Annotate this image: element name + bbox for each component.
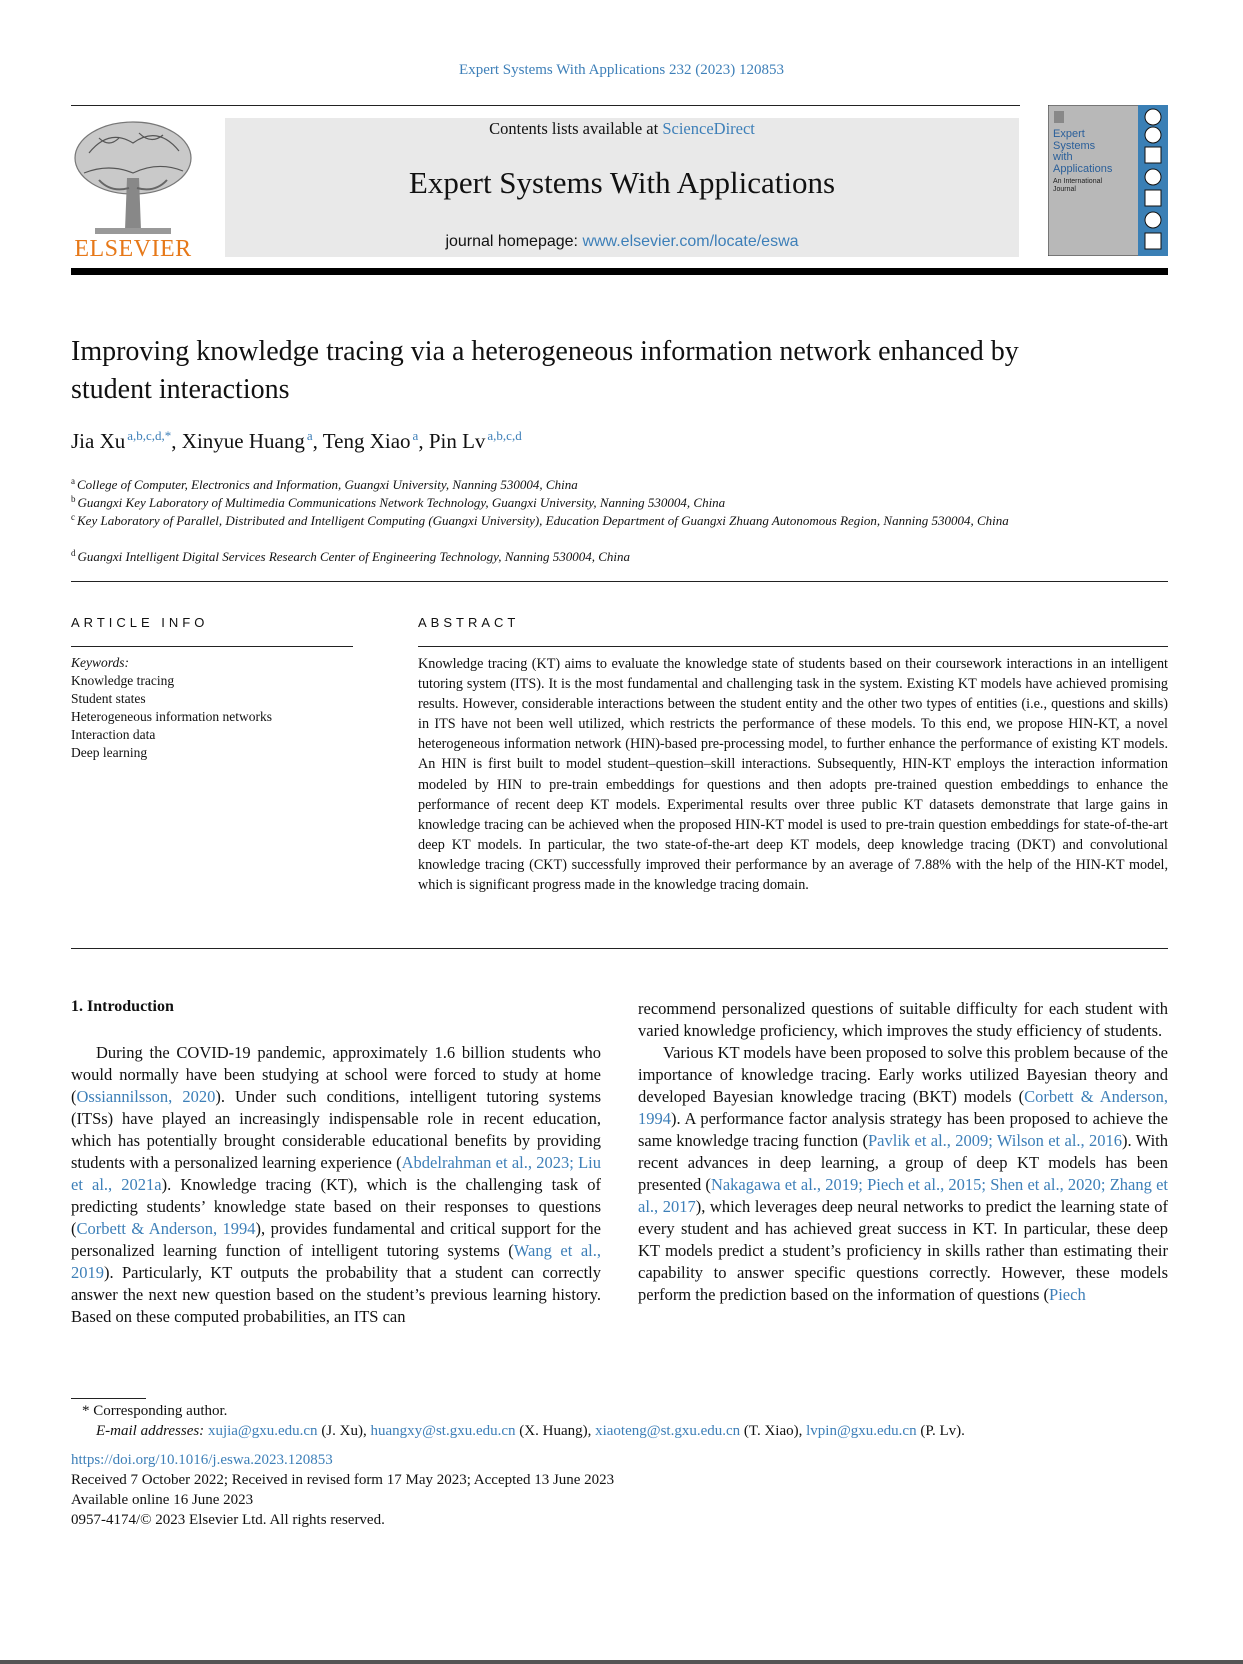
author-affiliation-marks[interactable]: a,b,c,d [487,428,522,443]
body-paragraph: During the COVID-19 pandemic, approximately 1.6 billion students who would normally have been studying at school were forced to study at home (Ossiannilsson, 2020). Under such conditions, intelligent tutoring systems (ITSs) have played an increasingly indispensable role in recent education, which has potentially brought considerable educational benefits by providing students with a personalized learning experience (Abdelrahman et al., 2023; Liu et al., 2021a). Knowledge tracing (KT), which is the challenging task of predicting students’ knowledge state based on their responses to questions (Corbett & Anderson, 1994), provides fundamental and critical support for the personalized learning function of intelligent tutoring systems (Wang et al., 2019). Particularly, KT outputs the probability that a student can correctly answer the next new question based on the student’s previous learning history. Based on these computed probabilities, an ITS can [71,1043,602,1326]
email-link[interactable]: huangxy@st.gxu.edu.cn [370,1423,516,1439]
affiliation-a: $^a$ College of Computer, Electronics and Information, Guangxi University, Nanning 530004, China [71,476,578,492]
cover-subtitle-1: An International [1053,178,1103,185]
homepage-link[interactable]: www.elsevier.com/locate/eswa [582,233,799,250]
keyword: Heterogeneous information networks [71,709,272,724]
footnote-rule [71,1398,146,1399]
header-rule [71,105,1020,106]
cover-title-2: Systems [1053,139,1096,152]
citation-link[interactable]: Nakagawa et al., 2019; Piech et al., 2015; Shen et al., 2020; Zhang et al., 2017 [638,1175,1169,1216]
author-name: Jia Xu [71,429,126,453]
author-name: Pin Lv [428,429,486,453]
citation-link[interactable]: Corbett & Anderson, 1994 [638,1087,1169,1128]
abstract-text: Knowledge tracing (KT) aims to evaluate the knowledge state of students based on their coursework interactions in an intelligent tutoring system (ITS). It is the most fundamental and challenging task in the system. Existing KT models have achieved promising results. However, considerable interactions between the student entity and the other two types of entities (i.e., questions and skills) in ITS have not been well utilized, which restricts the performance of these models. To this end, we propose HIN-KT, a novel heterogeneous information network (HIN)-based pre-processing model, to further enhance the performance of existing KT models. An HIN is first built to model student–question–skill interactions. Subsequently, HIN-KT employs the interaction information modeled by HIN to pre-train embeddings for questions and then adopts pre-trained question embeddings to enhance the performance of recent deep KT models. Experimental results over three public KT datasets demonstrate that large gains in knowledge tracing can be achieved when the proposed HIN-KT model is used to pre-train question embeddings for state-of-the-art deep KT models. In particular, the two state-of-the-art deep KT models, deep knowledge tracing (DKT) and convolutional knowledge tracing (CKT) successfully improved their performance by an average of 7.88% with the help of the HIN-KT model, which is significant progress made in the knowledge tracing domain. [418,656,1168,894]
emails-label: E-mail addresses: [96,1423,205,1439]
keyword: Deep learning [71,745,148,760]
email-addresses: E-mail addresses: xujia@gxu.edu.cn (J. Xu), huangxy@st.gxu.edu.cn (X. Huang), xiaoteng@st.gxu.edu.cn (T. Xiao), lvpin@gxu.edu.cn (P. Lv). [96,1423,965,1439]
author-name: Teng Xiao [322,429,411,453]
article-info-heading: ARTICLE INFO [71,615,209,630]
body-column-left [71,1042,601,1328]
email-link[interactable]: lvpin@gxu.edu.cn [806,1423,917,1439]
affiliation-d: $^d$ Guangxi Intelligent Digital Services Research Center of Engineering Technology, Nanning 530004, China [71,548,631,564]
body-column-right [638,998,1168,1306]
homepage-line: journal homepage: www.elsevier.com/locate/eswa [445,233,799,250]
article-info-rule [71,646,353,647]
citation-link[interactable]: Wang et al., 2019 [71,1241,601,1282]
keyword: Interaction data [71,727,156,742]
body-paragraph: Various KT models have been proposed to solve this problem because of the importance of knowledge tracing. Early works utilized Bayesian theory and developed Bayesian knowledge tracing (BKT) models (Corbett & Anderson, 1994). A performance factor analysis strategy has been proposed to achieve the same knowledge tracing function (Pavlik et al., 2009; Wilson et al., 2016). With recent advances in deep learning, a group of deep KT models has been presented (Nakagawa et al., 2019; Piech et al., 2015; Shen et al., 2020; Zhang et al., 2017), which leverages deep neural networks to predict the learning state of every student and has achieved great success in KT. In particular, these deep KT models predict a student’s proficiency in skills rather than estimating their capability to answer specific questions correctly. However, these models perform the prediction based on the information of questions (Piech [638,1043,1169,1304]
available-online-date: Available online 16 June 2023 [71,1492,254,1508]
cover-subtitle-2: Journal [1053,186,1076,193]
keyword: Student states [71,691,146,706]
author-name: Xinyue Huang [181,429,305,453]
abstract-rule [418,646,1168,647]
cover-title-1: Expert [1053,128,1085,140]
keyword: Knowledge tracing [71,673,175,688]
citation-link[interactable]: Piech [1049,1285,1086,1304]
author-list: Jia Xu $^{a,b,c,d,*}$, Xinyue Huang $^a$, Teng Xiao $^a$, Pin Lv $^{a,b,c,d}$ [71,428,522,453]
affiliation-b: $^b$ Guangxi Key Laboratory of Multimedia Communications Network Technology, Guangxi University, Nanning 530004, China [71,494,726,510]
contents-line: Contents lists available at ScienceDirect [489,119,755,138]
abstract-heading: ABSTRACT [418,615,520,630]
citation-link[interactable]: Abdelrahman et al., 2023; Liu et al., 2021a [71,1153,601,1194]
doi-link[interactable]: https://doi.org/10.1016/j.eswa.2023.120853 [71,1452,333,1468]
journal-cover-thumbnail [1048,105,1168,256]
page-bottom-edge [0,1660,1243,1664]
author-affiliation-marks[interactable]: a [412,428,419,443]
journal-name: Expert Systems With Applications [408,165,836,200]
section-rule [71,581,1168,582]
body-paragraph: recommend personalized questions of suitable difficulty for each student with varied knowledge proficiency, which improves the study efficiency of students. [638,999,1168,1040]
citation-link[interactable]: Ossiannilsson, 2020 [76,1087,216,1106]
citation-link[interactable]: Corbett & Anderson, 1994 [76,1219,256,1238]
elsevier-wordmark: ELSEVIER [74,236,192,262]
section-rule [71,948,1168,949]
article-title: Improving knowledge tracing via a heterogeneous information network enhanced by student interactions [71,336,1019,405]
cover-title-4: Applications [1053,162,1113,175]
corresponding-author-note: * Corresponding author. [82,1403,228,1419]
keywords-label: Keywords: [71,655,129,670]
cover-title-3: with [1053,151,1073,163]
journal-banner [225,118,1019,257]
author-affiliation-marks[interactable]: a [306,428,313,443]
affiliation-c: $^c$ Key Laboratory of Parallel, Distributed and Intelligent Computing (Guangxi University), Education Department of Guangxi Zhuang Autonomous Region, Nanning 530004, China [71,512,1009,528]
email-link[interactable]: xiaoteng@st.gxu.edu.cn [595,1423,741,1439]
section-heading-introduction: 1. Introduction [71,998,174,1015]
email-link[interactable]: xujia@gxu.edu.cn [207,1423,318,1439]
citation-link[interactable]: Pavlik et al., 2009; Wilson et al., 2016 [867,1131,1122,1150]
received-dates: Received 7 October 2022; Received in revised form 17 May 2023; Accepted 13 June 2023 [71,1472,615,1488]
keywords-block [71,654,272,762]
author-affiliation-marks[interactable]: a,b,c,d,* [127,428,172,443]
journal-citation[interactable]: Expert Systems With Applications 232 (2023) 120853 [459,62,784,78]
copyright-line: 0957-4174/© 2023 Elsevier Ltd. All rights reserved. [71,1512,385,1528]
sciencedirect-link[interactable]: ScienceDirect [662,119,755,138]
header-thick-rule [71,268,1168,275]
